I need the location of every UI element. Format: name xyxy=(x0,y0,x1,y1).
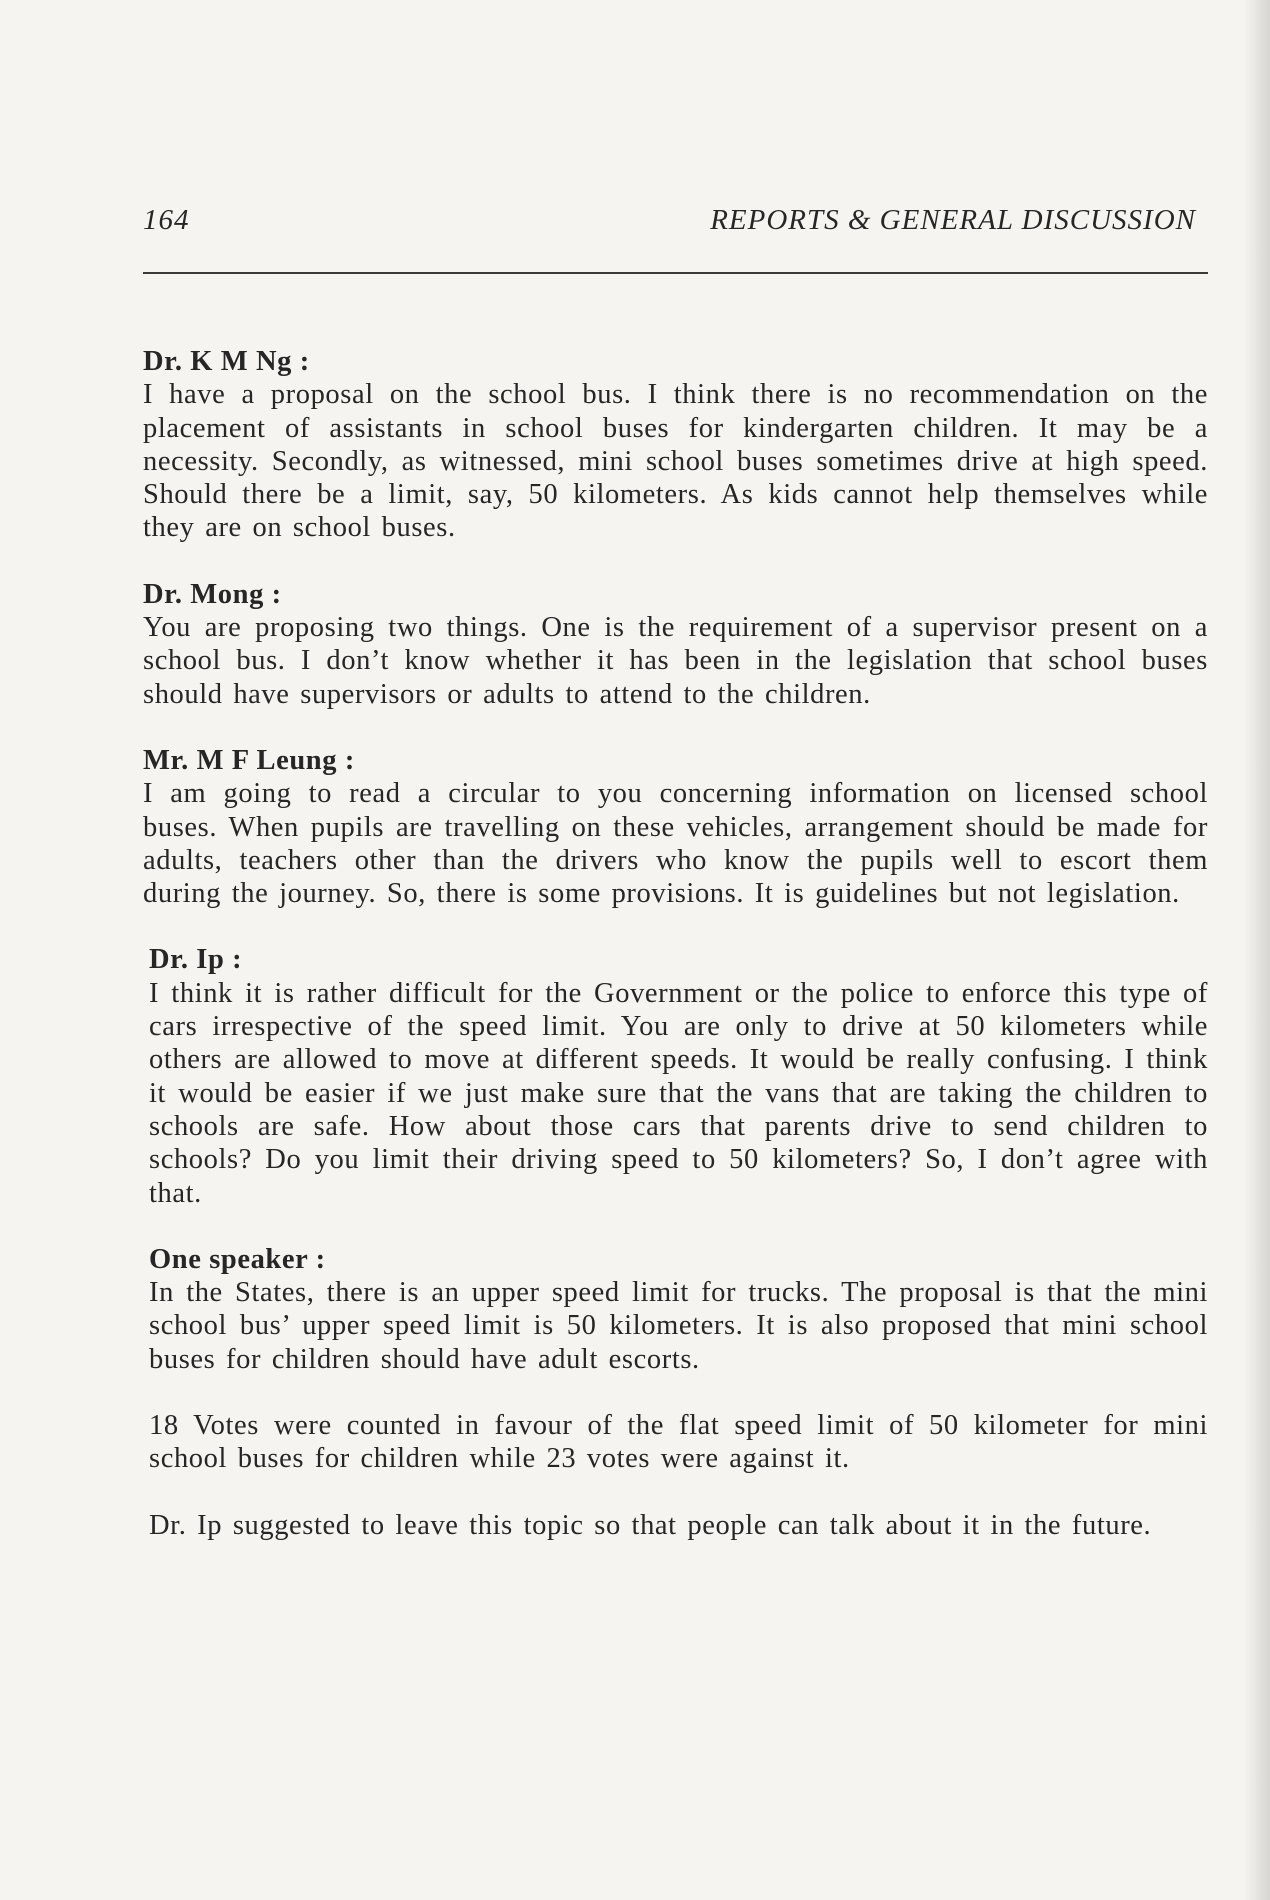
speaker-remark: In the States, there is an upper speed limit for trucks. The proposal is that the mini school bus’ upper speed limit is 50 kilometers. It is also proposed that mini school buses for children should have adult escorts. xyxy=(149,1277,1208,1375)
page-edge-shadow xyxy=(1244,0,1270,1900)
discussion-entry xyxy=(143,943,1208,1209)
closing-paragraph: Dr. Ip suggested to leave this topic so that people can talk about it in the future. xyxy=(149,1509,1152,1541)
vote-result-paragraph: 18 Votes were counted in favour of the flat speed limit of 50 kilometer for mini school buses for children while 23 votes were against it. xyxy=(149,1410,1208,1475)
page-header xyxy=(143,204,1208,244)
speaker-remark: I have a proposal on the school bus. I think there is no recommendation on the placement of assistants in school buses for kindergarten children. It may be a necessity. Secondly, as witnessed, mini school buses sometimes drive at high speed. Should there be a limit, say, 50 kilometers. As kids cannot help themselves while they are on school buses. xyxy=(143,379,1208,544)
speaker-remark: I am going to read a circular to you concerning information on licensed school buses. When pupils are travelling on these vehicles, arrangement should be made for adults, teachers other than the drivers who know the pupils well to escort them during the journey. So, there is some provisions. It is guidelines but not legislation. xyxy=(143,778,1208,910)
speaker-name: Dr. K M Ng : xyxy=(143,346,310,377)
discussion-entry xyxy=(143,744,1208,910)
speaker-name: One speaker : xyxy=(149,1243,326,1275)
discussion-entry xyxy=(143,345,1208,545)
discussion-entry xyxy=(143,1243,1208,1376)
speaker-remark: You are proposing two things. One is the requirement of a supervisor present on a school bus. I don’t know whether it has been in the legislation that school buses should have supervisors or adults to attend to the children. xyxy=(143,612,1208,710)
speaker-name: Mr. M F Leung : xyxy=(143,744,355,776)
speaker-name: Dr. Ip : xyxy=(149,944,243,976)
speaker-remark: I think it is rather difficult for the Government or the police to enforce this type of cars irrespective of the speed limit. You are only to drive at 50 kilometers while others are allowed to move at different speeds. It would be really confusing. I think it would be easier if we just make sure that the vans that are taking the children to schools are safe. How about those cars that parents drive to send children to schools? Do you limit their driving speed to 50 kilometers? So, I don’t agree with that. xyxy=(149,977,1208,1209)
speaker-name: Dr. Mong : xyxy=(143,578,282,610)
discussion-body xyxy=(143,345,1208,1575)
discussion-entry xyxy=(143,578,1208,711)
running-title: REPORTS & GENERAL DISCUSSION xyxy=(710,204,1196,236)
header-rule xyxy=(143,272,1208,274)
page-number: 164 xyxy=(143,204,190,236)
